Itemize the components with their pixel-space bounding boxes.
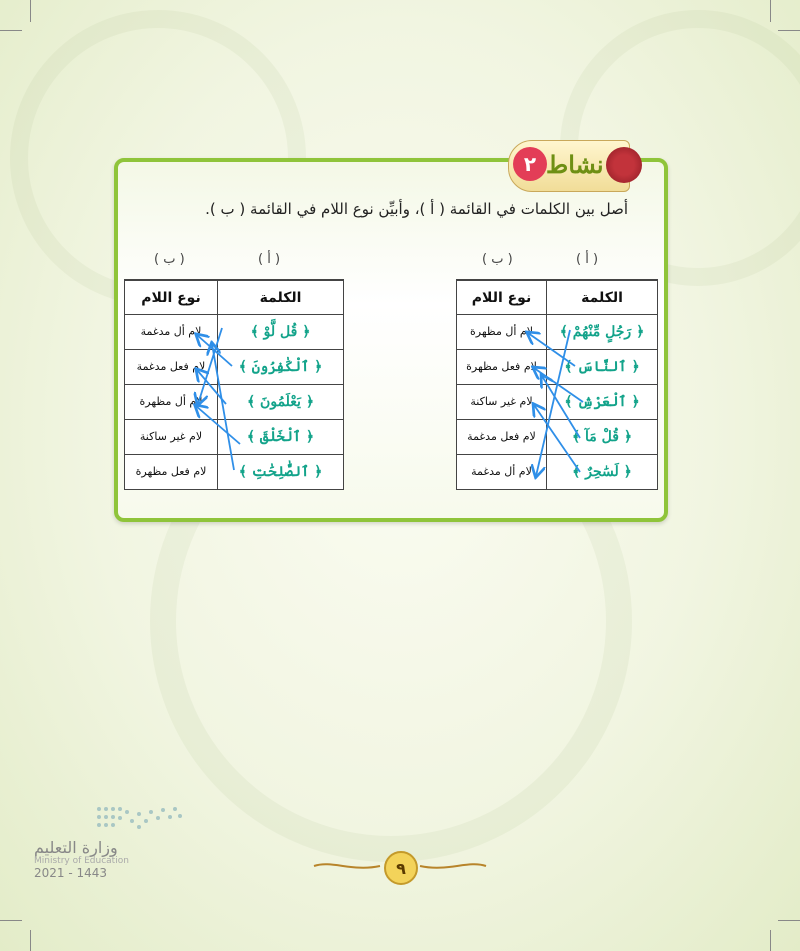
- lam-type-cell: لام فعل مدغمة: [136, 360, 206, 373]
- word-cell: ﴿ ٱلصَّٰلِحَٰتِ ﴾: [238, 463, 323, 480]
- column-head-b: ( ب ): [154, 252, 185, 267]
- crop-mark: [30, 0, 31, 22]
- table-row: [125, 384, 343, 418]
- wax-seal-icon: [606, 147, 642, 183]
- page-ornament-icon: [312, 860, 382, 872]
- crop-mark: [0, 920, 22, 921]
- page-ornament-icon: [418, 860, 488, 872]
- word-cell: ﴿ رَجُلٍ مِّنْهُمْ ﴾: [559, 323, 645, 340]
- instruction-text: أصل بين الكلمات في القائمة ( أ )، وأبيِّن نوع اللام في القائمة ( ب ).: [205, 200, 628, 218]
- crop-mark: [778, 30, 800, 31]
- word-cell: ﴿ ٱلْخَلْقَ ﴾: [246, 428, 315, 445]
- activity-number: ٢: [513, 147, 547, 181]
- word-cell: ﴿ ٱلنَّاسَ ﴾: [564, 358, 640, 375]
- word-cell: ﴿ قُلْ مَآ ﴾: [571, 428, 633, 445]
- table-row: [125, 419, 343, 453]
- header-word: الكلمة: [581, 289, 623, 306]
- ministry-logo-icon: [94, 804, 184, 830]
- lam-type-cell: لام فعل مظهرة: [135, 465, 207, 478]
- table-row: [125, 454, 343, 488]
- table-row: [457, 454, 657, 488]
- edition-year: 2021 - 1443: [34, 866, 108, 880]
- word-cell: ﴿ ٱلْكَٰفِرُونَ ﴾: [238, 358, 323, 375]
- crop-mark: [770, 930, 771, 951]
- table-row: [125, 314, 343, 348]
- page-number: ٩: [384, 851, 418, 885]
- lam-type-cell: لام أل مظهرة: [139, 395, 203, 408]
- ministry-name-arabic: وزارة التعليم: [34, 838, 118, 857]
- word-cell: ﴿ يَعْلَمُونَ ﴾: [246, 393, 315, 410]
- lam-type-cell: لام فعل مظهرة: [466, 360, 537, 373]
- lam-type-cell: لام غير ساكنة: [139, 430, 203, 443]
- table-header-row: [457, 280, 657, 314]
- matching-table: [456, 279, 658, 490]
- matching-table: [124, 279, 344, 490]
- crop-mark: [770, 0, 771, 22]
- crop-mark: [0, 30, 22, 31]
- word-cell: ﴿ لَسَٰحِرٌ ﴾: [572, 463, 632, 480]
- crop-mark: [30, 930, 31, 951]
- word-cell: ﴿ قُل لَّوْ ﴾: [250, 323, 311, 340]
- header-type: نوع اللام: [471, 289, 532, 306]
- header-type: نوع اللام: [141, 289, 201, 306]
- table-row: [125, 349, 343, 383]
- lam-type-cell: لام فعل مدغمة: [467, 430, 536, 443]
- crop-mark: [778, 920, 800, 921]
- table-header-row: [125, 280, 343, 314]
- lam-type-cell: لام أل مدغمة: [140, 325, 202, 338]
- activity-title: نشاط: [546, 150, 604, 179]
- table-row: [457, 419, 657, 453]
- lam-type-cell: لام أل مظهرة: [470, 325, 533, 338]
- lam-type-cell: لام غير ساكنة: [470, 395, 533, 408]
- column-head-a: ( أ ): [576, 252, 599, 267]
- column-head-b: ( ب ): [482, 252, 513, 267]
- header-word: الكلمة: [259, 289, 302, 306]
- column-head-a: ( أ ): [258, 252, 281, 267]
- table-row: [457, 314, 657, 348]
- table-row: [457, 384, 657, 418]
- word-cell: ﴿ ٱلْعَرْشِ ﴾: [564, 393, 640, 410]
- table-row: [457, 349, 657, 383]
- lam-type-cell: لام أل مدغمة: [471, 465, 532, 478]
- ministry-name-english: Ministry of Education: [34, 856, 129, 866]
